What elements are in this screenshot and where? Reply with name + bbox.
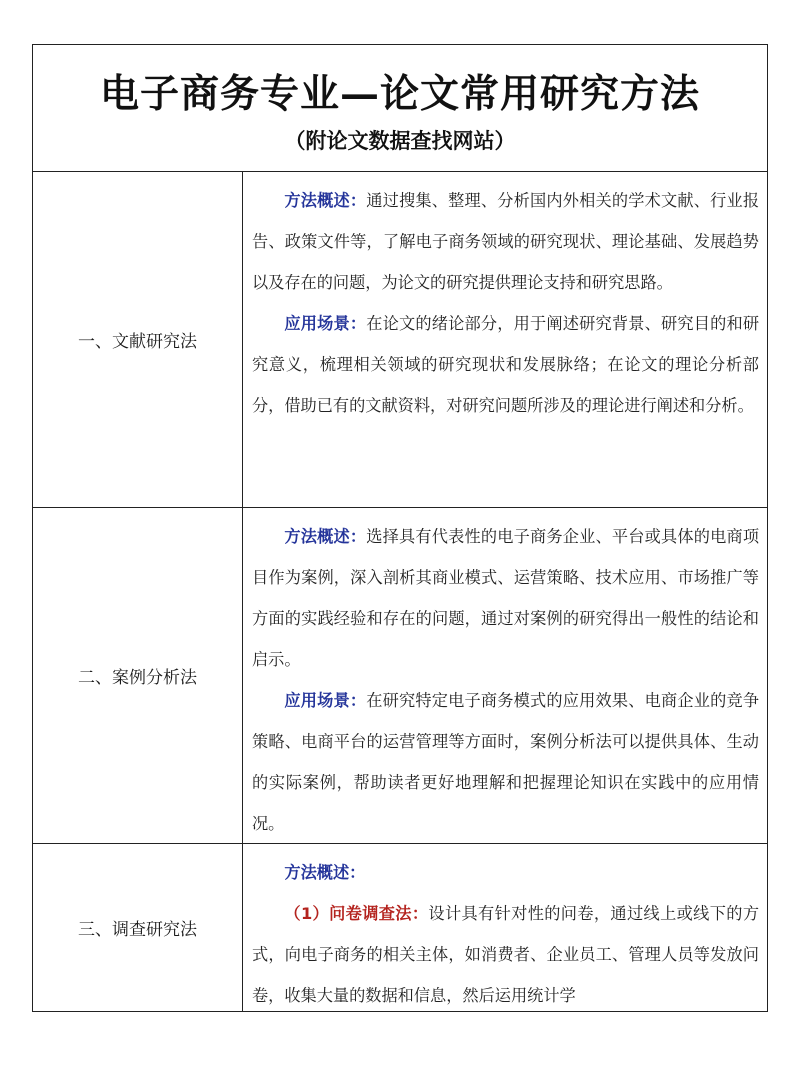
method-overview [252, 180, 759, 303]
method-content [243, 508, 767, 843]
overview-text: 选择具有代表性的电子商务企业、平台或具体的电商项目作为案例，深入剖析其商业模式、运营策略、技术应用、市场推广等方面的实践经验和存在的问题，通过对案例的研究得出一般性的结论和启示。 [252, 527, 760, 669]
method-content [243, 844, 767, 1011]
method-overview [252, 852, 759, 893]
method-scenario [252, 303, 759, 426]
method-label: 三、调查研究法 [33, 844, 243, 1011]
scenario-text: 在研究特定电子商务模式的应用效果、电商企业的竞争策略、电商平台的运营管理等方面时，案例分析法可以提供具体、生动的实际案例，帮助读者更好地理解和把握理论知识在实践中的应用情况。 [252, 691, 760, 833]
method-content [243, 172, 767, 507]
method-overview [252, 516, 759, 680]
method-label: 一、文献研究法 [33, 172, 243, 507]
overview-text: 通过搜集、整理、分析国内外相关的学术文献、行业报告、政策文件等，了解电子商务领域的研究现状、理论基础、发展趋势以及存在的问题，为论文的研究提供理论支持和研究思路。 [252, 191, 760, 292]
method-row [33, 508, 767, 844]
overview-keyword: 方法概述： [284, 191, 367, 210]
method-scenario [252, 680, 759, 843]
overview-keyword: 方法概述： [284, 527, 367, 546]
document-title: 电子商务专业—论文常用研究方法 [99, 71, 700, 117]
scenario-keyword: 应用场景： [284, 691, 367, 710]
document-table [32, 44, 768, 1012]
overview-keyword: 方法概述： [284, 863, 366, 882]
questionnaire-keyword: （1）问卷调查法： [284, 904, 429, 923]
method-row [33, 844, 767, 1011]
scenario-keyword: 应用场景： [284, 314, 367, 333]
document-header [33, 45, 767, 172]
scenario-text: 在论文的绪论部分，用于阐述研究背景、研究目的和研究意义，梳理相关领域的研究现状和发展脉络；在论文的理论分析部分，借助已有的文献资料，对研究问题所涉及的理论进行阐述和分析。 [252, 314, 760, 415]
questionnaire-method [252, 893, 759, 1011]
method-row [33, 172, 767, 508]
questionnaire-text: 设计具有针对性的问卷，通过线上或线下的方式，向电子商务的相关主体，如消费者、企业员工、管理人员等发放问卷，收集大量的数据和信息，然后运用统计学 [252, 904, 760, 1005]
document-subtitle: （附论文数据查找网站） [284, 128, 516, 153]
method-label: 二、案例分析法 [33, 508, 243, 843]
